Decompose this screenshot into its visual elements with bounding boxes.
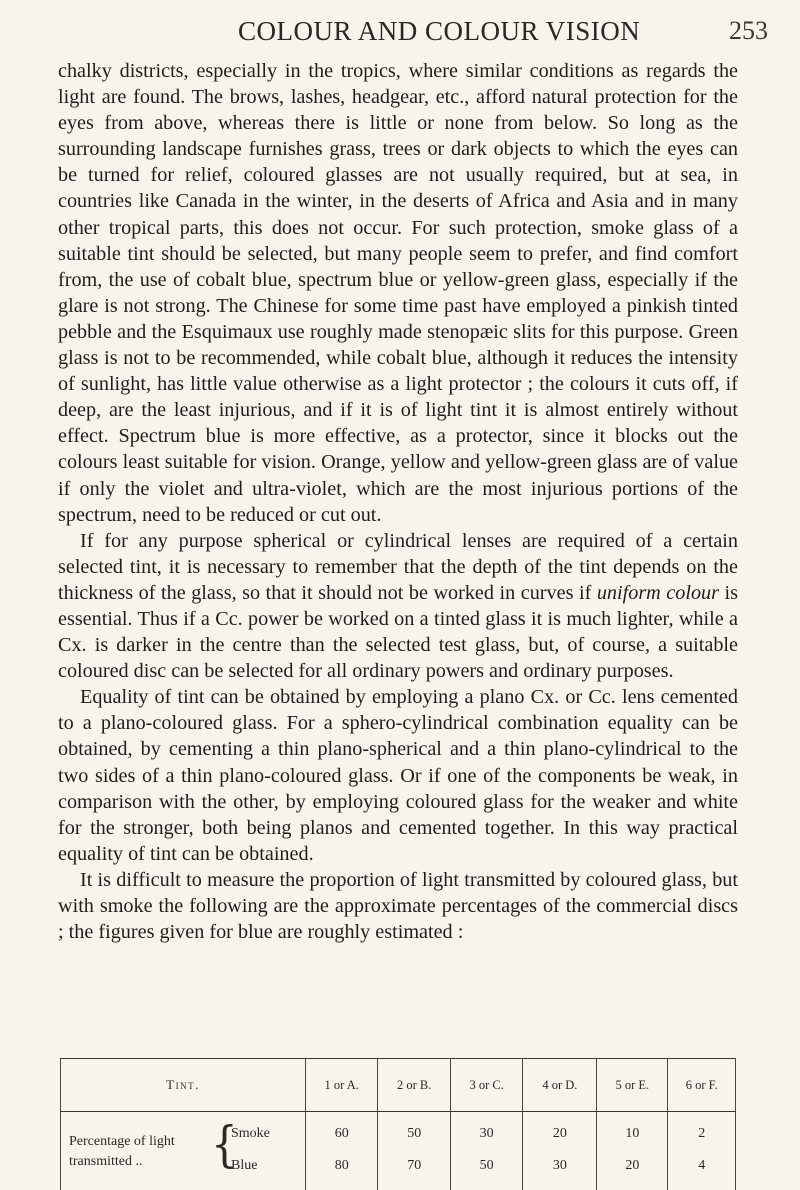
running-head <box>0 14 800 54</box>
brace-mark: { <box>211 1116 238 1173</box>
row-label-text <box>69 1132 175 1172</box>
table-cell <box>378 1112 450 1190</box>
table-row <box>61 1112 736 1190</box>
table-header-cell: 1 or A. <box>306 1059 378 1112</box>
blue-value: 20 <box>625 1158 640 1173</box>
row-label-line1: Percentage of light <box>69 1134 175 1149</box>
paragraph-protection: chalky districts, especially in the tropics, where similar conditions as regards the light are found. The brows, lashes, headgear, etc., afford natural protection for the eyes from above, whereas there is little or none from below. So long as the surrounding landscape furnishes grass, trees or dark objects to which the eyes can be turned for relief, coloured glasses are not usually required, but at sea, in countries like Canada in the winter, in the deserts of Africa and Asia and in many other tropical parts, this does not occur. For such protection, smoke glass of a suitable tint should be selected, but many people seem to prefer, and find comfort from, the use of cobalt blue, spectrum blue or yellow-green glass, especially if the glare is not strong. The Chinese for some time past have employed a pinkish tinted pebble and the Esquimaux use roughly made stenopæic slits for this purpose. Green glass is not to be recommended, while cobalt blue, although it reduces the intensity of sunlight, has little value otherwise as a light protector ; the colours it cuts off, if deep, are the least injurious, and if it is of light tint it is almost entirely without effect. Spectrum blue is more effective, as a protector, since it blocks out the colours least suitable for vision. Orange, yellow and yellow-green glass are of value if only the violet and ultra-violet, which are the most injurious portions of the spectrum, need to be reduced or cut out. <box>58 60 738 526</box>
paragraph-light-transmitted: It is difficult to measure the proportion of light transmitted by coloured glass, but with smoke the following are the approximate percentages of the commercial discs ; the figures given for blue are roughly estimated : <box>58 868 738 944</box>
table-cell <box>450 1112 522 1190</box>
blue-value: 50 <box>479 1158 494 1173</box>
row-label-line2: transmitted .. <box>69 1154 143 1169</box>
row-name-blue: Blue <box>231 1158 258 1173</box>
paragraph-text: If for any purpose spherical or cylindrical lenses are required of a certain selected tint, it is necessary to remember that the depth of the tint depends on the thickness of the glass, so that it should not be worked in curves if <box>58 529 738 604</box>
body-text <box>58 58 738 945</box>
paragraph-text: is essential. Thus if a Cc. power be worked on a tinted glass it is much lighter, while a Cx. is darker in the centre than the selected test glass, but, of course, a suitable coloured disc can be selected for all ordinary powers and ordinary purposes. <box>58 581 738 683</box>
paragraph-tinted-lenses <box>58 528 738 685</box>
table-cell <box>306 1112 378 1190</box>
blue-value: 70 <box>407 1158 422 1173</box>
blue-value: 80 <box>334 1158 349 1173</box>
table-header-cell: 5 or E. <box>597 1059 668 1112</box>
smoke-value: 10 <box>625 1126 640 1141</box>
table-header-cell: 4 or D. <box>523 1059 597 1112</box>
emphasis-text: uniform colour <box>596 581 719 604</box>
smoke-value: 2 <box>698 1126 706 1141</box>
table-cell <box>523 1112 597 1190</box>
table-header-row <box>61 1059 736 1112</box>
smoke-value: 30 <box>479 1126 494 1141</box>
table-header-cell: 3 or C. <box>450 1059 522 1112</box>
smoke-value: 50 <box>407 1126 422 1141</box>
blue-value: 4 <box>698 1158 706 1173</box>
smoke-value: 20 <box>552 1126 567 1141</box>
page-number: 253 <box>729 16 768 45</box>
table-header-cell: 6 or F. <box>668 1059 736 1112</box>
running-title: COLOUR AND COLOUR VISION <box>238 16 641 46</box>
table-header-tint: Tint. <box>61 1059 306 1112</box>
table-cell <box>668 1112 736 1190</box>
blue-value: 30 <box>552 1158 567 1173</box>
smoke-value: 60 <box>334 1126 349 1141</box>
row-name-smoke: Smoke <box>231 1126 270 1141</box>
table-cell <box>597 1112 668 1190</box>
table-header-cell: 2 or B. <box>378 1059 450 1112</box>
paragraph-equality-of-tint: Equality of tint can be obtained by employing a plano Cx. or Cc. lens cemented to a plano-coloured glass. For a sphero-cylindrical combination equality can be obtained, by cementing a thin plano-spherical and a thin plano-cylindrical to the two sides of a thin plano-coloured glass. Or if one of the components be weak, in comparison with the other, by employing coloured glass for the weaker and white for the stronger, both being planos and cemented together. In this way practical equality of tint can be obtained. <box>58 686 738 865</box>
table-row-label <box>61 1112 306 1190</box>
tint-transmission-table <box>60 1058 736 1190</box>
